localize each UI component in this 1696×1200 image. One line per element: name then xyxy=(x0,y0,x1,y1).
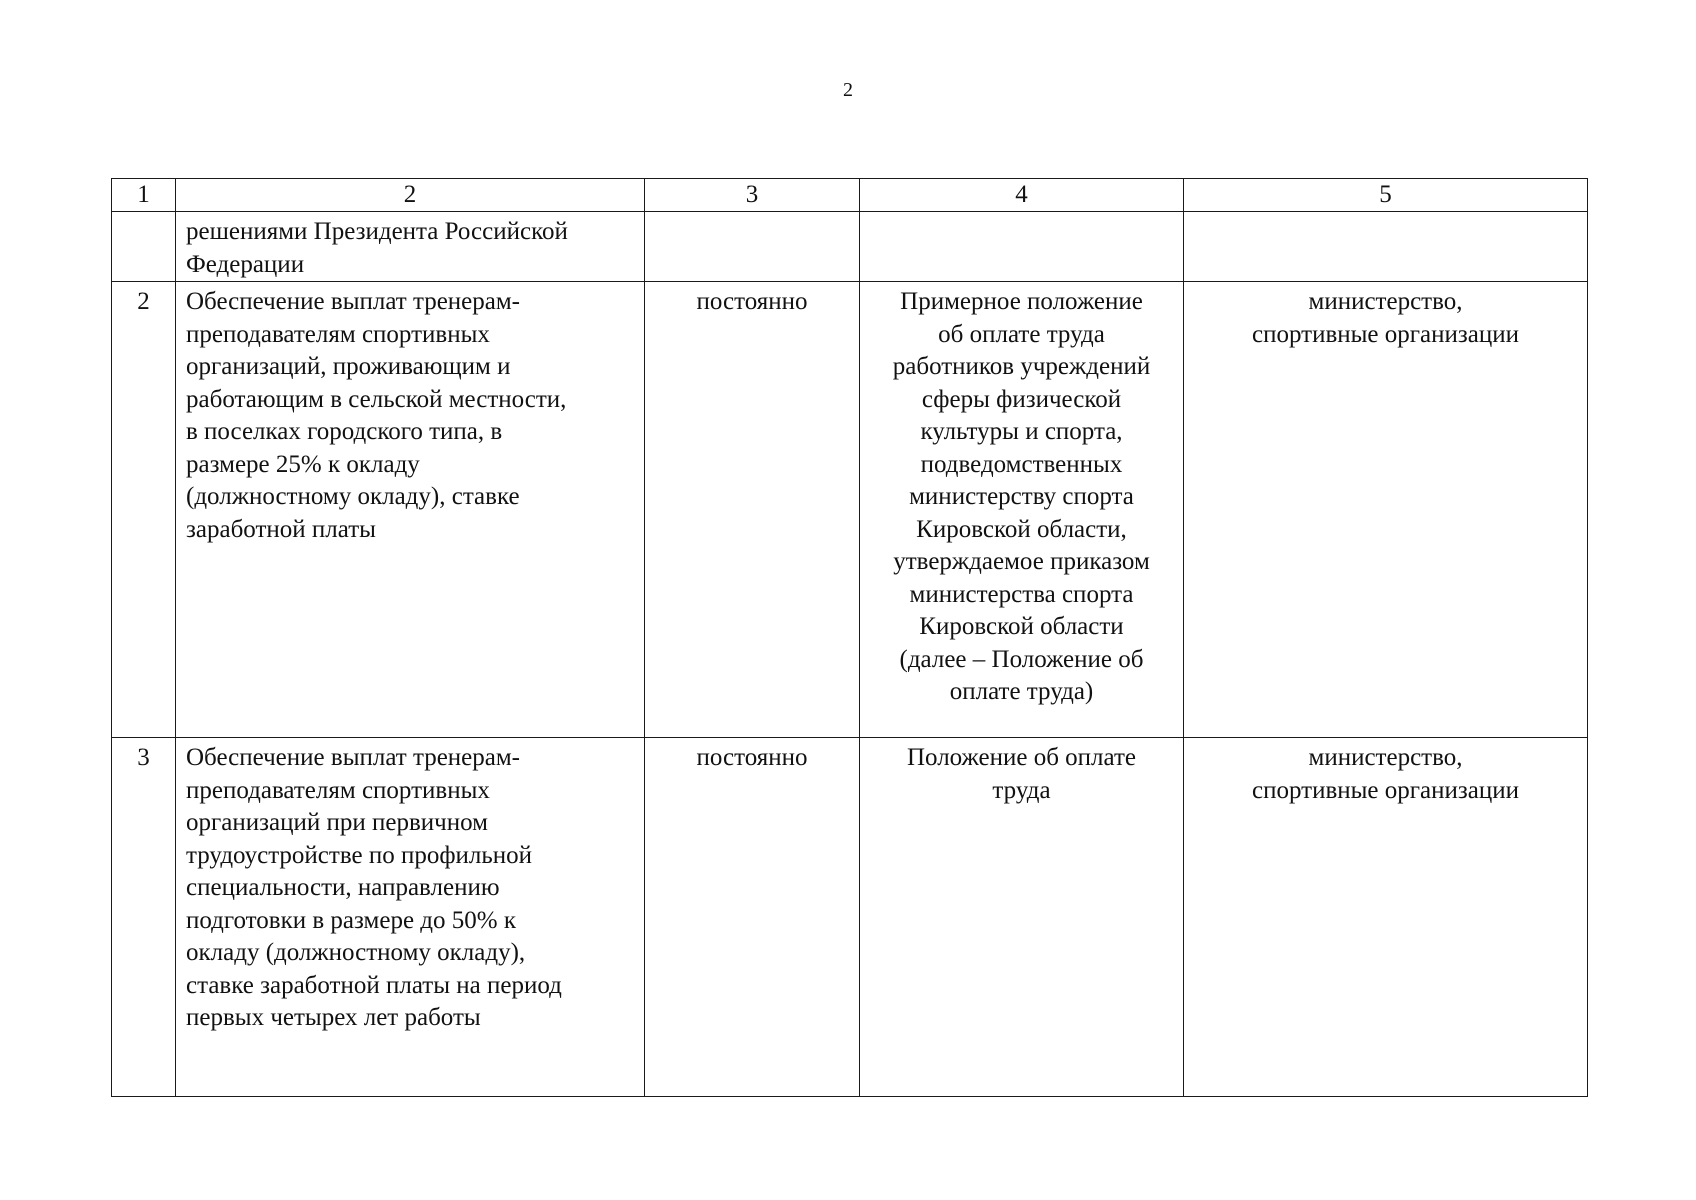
document-line: подведомственных xyxy=(920,450,1123,478)
measure-line: организаций, проживающим и xyxy=(186,353,511,380)
column-number-3: 3 xyxy=(645,179,860,212)
document-line: работников учреждений xyxy=(892,353,1151,380)
measure-line: работающим в сельской местности, xyxy=(186,385,567,413)
responsible-line: спортивные организации xyxy=(1252,320,1519,348)
responsible-line: спортивные организации xyxy=(1252,776,1519,804)
term-cell: постоянно xyxy=(645,738,860,1097)
document-line: Примерное положение xyxy=(900,288,1143,315)
measure-line: в поселках городского типа, в xyxy=(186,418,503,445)
document-line: утверждаемое приказом xyxy=(893,548,1150,575)
document-line: Кировской области, xyxy=(916,515,1127,543)
document-cell xyxy=(860,738,1184,1097)
document-line: об оплате труда xyxy=(938,320,1105,348)
measure-line: организаций при первичном xyxy=(186,809,488,836)
document-line: Кировской области xyxy=(919,613,1124,640)
page-number: 2 xyxy=(843,79,853,101)
term-cell: постоянно xyxy=(645,282,860,738)
column-number-4: 4 xyxy=(860,179,1184,212)
responsible-cell xyxy=(1184,738,1588,1097)
measure-line: Обеспечение выплат тренерам- xyxy=(186,744,521,771)
document-cell xyxy=(860,212,1184,282)
measure-line: специальности, направлению xyxy=(186,874,500,901)
measure-line: Обеспечение выплат тренерам- xyxy=(186,288,521,315)
document-line: министерства спорта xyxy=(909,580,1134,608)
measure-line: преподавателям спортивных xyxy=(186,776,490,804)
document-line: министерству спорта xyxy=(909,483,1134,510)
measure-line: решениями Президента Российской xyxy=(186,218,568,245)
table-row xyxy=(112,282,1588,738)
column-number-1: 1 xyxy=(112,179,176,212)
measure-line: ставке заработной платы на период xyxy=(186,971,562,999)
responsible-line: министерство, xyxy=(1308,744,1463,771)
table-row xyxy=(112,212,1588,282)
term-cell xyxy=(645,212,860,282)
responsible-line: министерство, xyxy=(1308,288,1463,315)
table-row xyxy=(112,738,1588,1097)
responsible-cell xyxy=(1184,282,1588,738)
measure-line: трудоустройстве по профильной xyxy=(186,841,533,869)
measure-line: (должностному окладу), ставке xyxy=(186,483,520,510)
table-header-row xyxy=(112,179,1588,212)
row-number: 2 xyxy=(112,282,176,738)
measure-line: Федерации xyxy=(186,250,305,278)
column-number-2: 2 xyxy=(176,179,645,212)
measure-line: подготовки в размере до 50% к xyxy=(186,906,516,934)
document-cell xyxy=(860,282,1184,738)
document-line: оплате труда) xyxy=(949,678,1094,705)
row-number: 3 xyxy=(112,738,176,1097)
document-line: Положение об оплате xyxy=(906,744,1137,771)
measure-line: размере 25% к окладу xyxy=(186,450,420,478)
measure-cell xyxy=(176,212,645,282)
measures-table xyxy=(111,178,1588,1097)
measure-line: окладу (должностному окладу), xyxy=(186,939,526,966)
document-line: труда xyxy=(992,776,1051,804)
responsible-cell xyxy=(1184,212,1588,282)
measure-cell xyxy=(176,282,645,738)
measure-line: первых четырех лет работы xyxy=(186,1004,481,1031)
column-number-5: 5 xyxy=(1184,179,1588,212)
row-number xyxy=(112,212,176,282)
document-line: сферы физической xyxy=(921,385,1122,413)
document-line: (далее – Положение об xyxy=(899,645,1144,673)
document-line: культуры и спорта, xyxy=(920,418,1123,445)
measure-line: заработной платы xyxy=(186,515,376,543)
measure-cell xyxy=(176,738,645,1097)
measure-line: преподавателям спортивных xyxy=(186,320,490,348)
